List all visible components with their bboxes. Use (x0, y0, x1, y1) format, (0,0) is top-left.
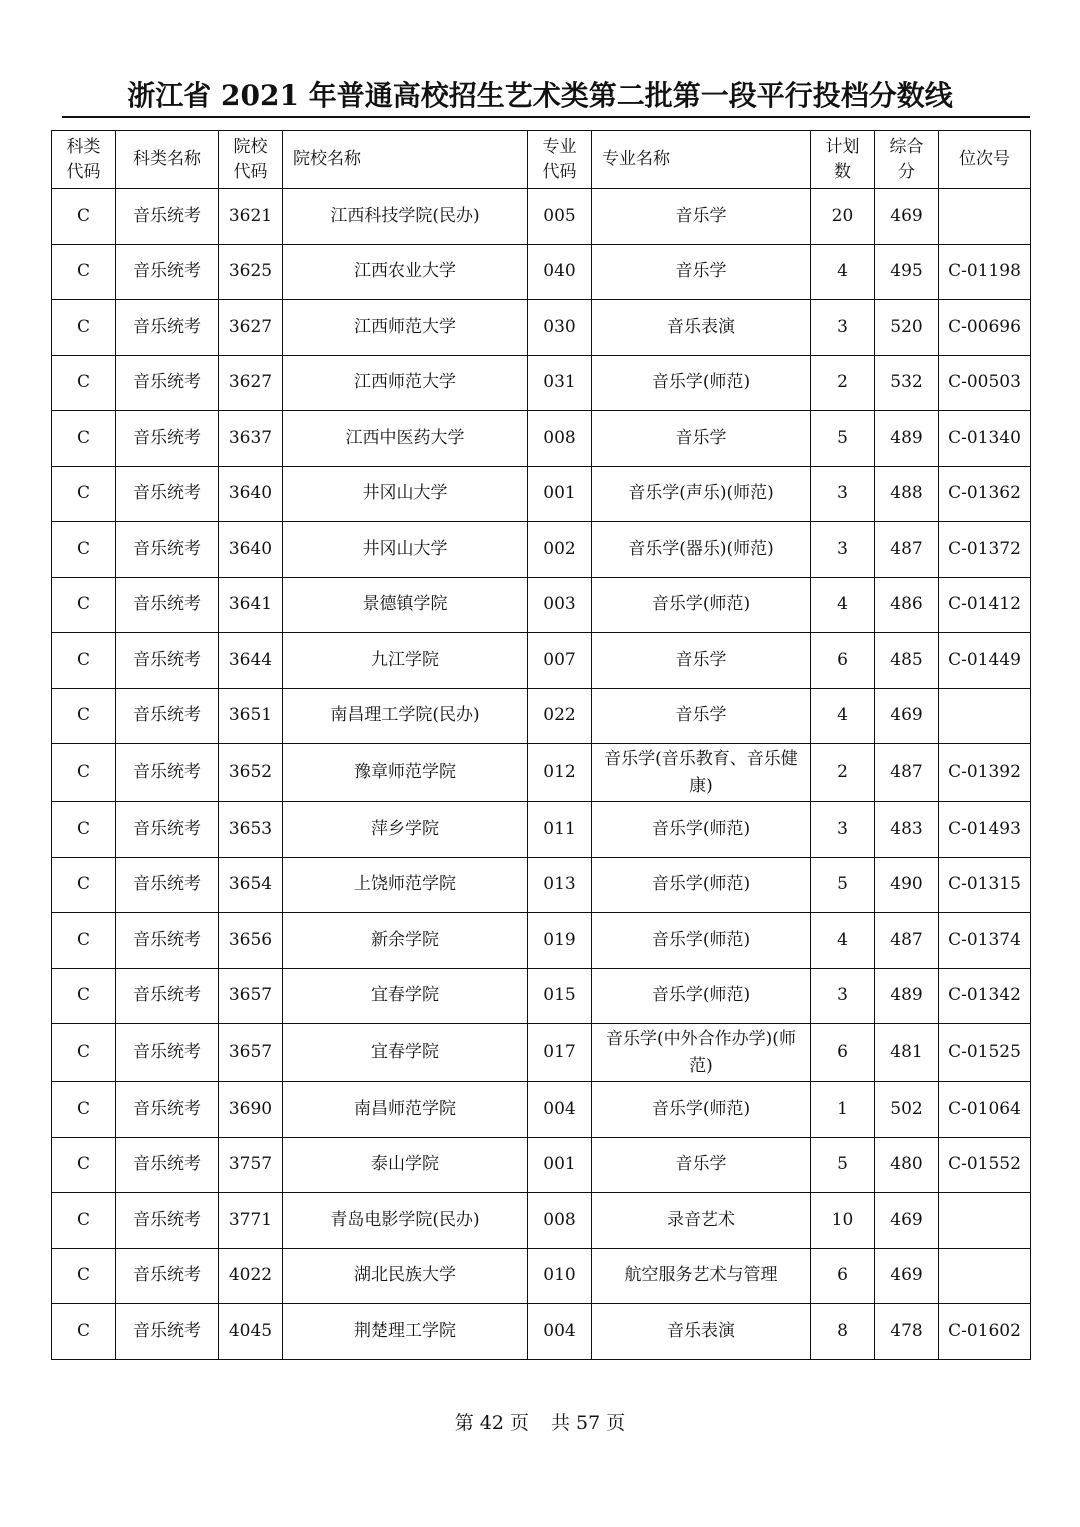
table-row (52, 633, 1031, 689)
school-name-cell: 新余学院 (283, 913, 528, 969)
category-code-cell: C (52, 466, 116, 522)
category-name-cell: 音乐统考 (116, 1193, 219, 1249)
major-name-cell: 音乐表演 (592, 300, 811, 356)
table-row (52, 189, 1031, 245)
category-code-cell: C (52, 300, 116, 356)
plan-count-cell: 2 (811, 744, 875, 802)
header-cell-text: 计划 数 (825, 136, 860, 182)
rank-number-cell: C-01372 (939, 522, 1031, 578)
school-name-cell: 江西师范大学 (283, 300, 528, 356)
rank-number-cell: C-01552 (939, 1137, 1031, 1193)
school-name-cell: 荆楚理工学院 (283, 1304, 528, 1360)
composite-score-cell: 469 (875, 189, 939, 245)
rank-number-cell: C-01412 (939, 577, 1031, 633)
school-code-cell: 3654 (219, 857, 283, 913)
school-code-cell: 3640 (219, 466, 283, 522)
major-name-cell: 音乐学(器乐)(师范) (592, 522, 811, 578)
table-row (52, 1304, 1031, 1360)
school-name-cell: 南昌师范学院 (283, 1082, 528, 1138)
school-name-cell: 宜春学院 (283, 968, 528, 1024)
header-cell-text: 综合 分 (889, 136, 924, 182)
table-row (52, 968, 1031, 1024)
school-name-cell: 泰山学院 (283, 1137, 528, 1193)
major-code-cell: 004 (528, 1082, 592, 1138)
table-row (52, 857, 1031, 913)
major-code-cell: 002 (528, 522, 592, 578)
category-code-cell: C (52, 633, 116, 689)
category-code-cell: C (52, 857, 116, 913)
school-name-cell: 萍乡学院 (283, 802, 528, 858)
header-category-code (52, 131, 116, 189)
major-name-cell: 音乐学(声乐)(师范) (592, 466, 811, 522)
school-name-cell: 宜春学院 (283, 1024, 528, 1082)
plan-count-cell: 4 (811, 244, 875, 300)
school-name-cell: 江西中医药大学 (283, 411, 528, 467)
category-name-cell: 音乐统考 (116, 411, 219, 467)
school-code-cell: 3651 (219, 688, 283, 744)
major-name-cell: 音乐学(师范) (592, 577, 811, 633)
table-row (52, 802, 1031, 858)
table-row (52, 522, 1031, 578)
major-name-cell: 音乐学(师范) (592, 355, 811, 411)
composite-score-cell: 487 (875, 744, 939, 802)
category-code-cell: C (52, 577, 116, 633)
category-name-cell: 音乐统考 (116, 744, 219, 802)
rank-number-cell: C-01342 (939, 968, 1031, 1024)
plan-count-cell: 3 (811, 968, 875, 1024)
plan-count-cell: 5 (811, 411, 875, 467)
category-name-cell: 音乐统考 (116, 968, 219, 1024)
school-code-cell: 3656 (219, 913, 283, 969)
major-code-cell: 004 (528, 1304, 592, 1360)
school-name-cell: 井冈山大学 (283, 466, 528, 522)
table-row (52, 1137, 1031, 1193)
school-name-cell: 青岛电影学院(民办) (283, 1193, 528, 1249)
school-code-cell: 3637 (219, 411, 283, 467)
header-cell-text: 科类 代码 (66, 136, 101, 182)
category-code-cell: C (52, 1082, 116, 1138)
composite-score-cell: 487 (875, 913, 939, 969)
school-code-cell: 3640 (219, 522, 283, 578)
table-row (52, 913, 1031, 969)
table-row (52, 1024, 1031, 1082)
rank-number-cell: C-01315 (939, 857, 1031, 913)
major-code-cell: 005 (528, 189, 592, 245)
page-total: 共 57 页 (551, 1412, 626, 1434)
category-name-cell: 音乐统考 (116, 1137, 219, 1193)
title-underline (62, 116, 1030, 118)
major-name-cell: 航空服务艺术与管理 (592, 1248, 811, 1304)
category-name-cell: 音乐统考 (116, 577, 219, 633)
major-code-cell: 015 (528, 968, 592, 1024)
table-row (52, 688, 1031, 744)
rank-number-cell: C-01340 (939, 411, 1031, 467)
composite-score-cell: 483 (875, 802, 939, 858)
major-code-cell: 001 (528, 466, 592, 522)
category-name-cell: 音乐统考 (116, 1304, 219, 1360)
school-code-cell: 3657 (219, 968, 283, 1024)
table-row (52, 355, 1031, 411)
table-row (52, 577, 1031, 633)
school-code-cell: 3771 (219, 1193, 283, 1249)
major-name-cell: 音乐学(中外合作办学)(师范) (592, 1024, 811, 1082)
category-name-cell: 音乐统考 (116, 1248, 219, 1304)
category-name-cell: 音乐统考 (116, 244, 219, 300)
rank-number-cell: C-01602 (939, 1304, 1031, 1360)
plan-count-cell: 5 (811, 1137, 875, 1193)
category-name-cell: 音乐统考 (116, 802, 219, 858)
rank-number-cell: C-01374 (939, 913, 1031, 969)
major-name-cell: 音乐学(师范) (592, 968, 811, 1024)
school-code-cell: 3644 (219, 633, 283, 689)
category-code-cell: C (52, 244, 116, 300)
plan-count-cell: 6 (811, 1248, 875, 1304)
school-name-cell: 江西农业大学 (283, 244, 528, 300)
school-code-cell: 3627 (219, 355, 283, 411)
plan-count-cell: 3 (811, 522, 875, 578)
header-cell-text: 院校 代码 (233, 136, 268, 182)
table-row (52, 1248, 1031, 1304)
table-row (52, 1082, 1031, 1138)
major-name-cell: 音乐学(音乐教育、音乐健康) (592, 744, 811, 802)
composite-score-cell: 532 (875, 355, 939, 411)
plan-count-cell: 1 (811, 1082, 875, 1138)
header-major-name (592, 131, 811, 189)
category-code-cell: C (52, 688, 116, 744)
plan-count-cell: 5 (811, 857, 875, 913)
major-code-cell: 030 (528, 300, 592, 356)
category-name-cell: 音乐统考 (116, 913, 219, 969)
rank-number-cell (939, 189, 1031, 245)
header-category-name (116, 131, 219, 189)
school-code-cell: 3652 (219, 744, 283, 802)
major-code-cell: 008 (528, 1193, 592, 1249)
school-name-cell: 上饶师范学院 (283, 857, 528, 913)
major-name-cell: 音乐学 (592, 633, 811, 689)
school-code-cell: 3621 (219, 189, 283, 245)
category-name-cell: 音乐统考 (116, 688, 219, 744)
composite-score-cell: 469 (875, 1248, 939, 1304)
table-row (52, 744, 1031, 802)
major-code-cell: 011 (528, 802, 592, 858)
category-code-cell: C (52, 1304, 116, 1360)
header-cell-text: 专业名称 (602, 149, 670, 169)
rank-number-cell: C-01493 (939, 802, 1031, 858)
school-code-cell: 3653 (219, 802, 283, 858)
rank-number-cell: C-01392 (939, 744, 1031, 802)
table-row (52, 411, 1031, 467)
major-code-cell: 017 (528, 1024, 592, 1082)
school-code-cell: 3757 (219, 1137, 283, 1193)
plan-count-cell: 3 (811, 466, 875, 522)
document-title: 浙江省 2021 年普通高校招生艺术类第二批第一段平行投档分数线 (127, 79, 953, 112)
plan-count-cell: 6 (811, 1024, 875, 1082)
school-code-cell: 3657 (219, 1024, 283, 1082)
major-code-cell: 019 (528, 913, 592, 969)
plan-count-cell: 3 (811, 300, 875, 356)
major-name-cell: 音乐学(师范) (592, 802, 811, 858)
table-header-row (52, 131, 1031, 189)
composite-score-cell: 481 (875, 1024, 939, 1082)
category-code-cell: C (52, 968, 116, 1024)
category-name-cell: 音乐统考 (116, 300, 219, 356)
table-row (52, 1193, 1031, 1249)
category-name-cell: 音乐统考 (116, 189, 219, 245)
plan-count-cell: 4 (811, 577, 875, 633)
admission-score-table (51, 130, 1031, 1360)
school-code-cell: 3627 (219, 300, 283, 356)
major-name-cell: 音乐学(师范) (592, 1082, 811, 1138)
major-code-cell: 013 (528, 857, 592, 913)
page-footer (0, 1408, 1080, 1438)
rank-number-cell: C-01449 (939, 633, 1031, 689)
header-rank-number (939, 131, 1031, 189)
school-name-cell: 豫章师范学院 (283, 744, 528, 802)
header-school-name (283, 131, 528, 189)
category-name-cell: 音乐统考 (116, 522, 219, 578)
header-cell-text: 位次号 (959, 149, 1010, 169)
major-name-cell: 音乐学 (592, 244, 811, 300)
major-name-cell: 音乐表演 (592, 1304, 811, 1360)
school-name-cell: 江西科技学院(民办) (283, 189, 528, 245)
school-code-cell: 3690 (219, 1082, 283, 1138)
table-row (52, 244, 1031, 300)
school-name-cell: 江西师范大学 (283, 355, 528, 411)
category-name-cell: 音乐统考 (116, 633, 219, 689)
header-plan-count (811, 131, 875, 189)
composite-score-cell: 480 (875, 1137, 939, 1193)
composite-score-cell: 486 (875, 577, 939, 633)
composite-score-cell: 520 (875, 300, 939, 356)
school-code-cell: 4045 (219, 1304, 283, 1360)
category-name-cell: 音乐统考 (116, 1024, 219, 1082)
category-code-cell: C (52, 744, 116, 802)
plan-count-cell: 8 (811, 1304, 875, 1360)
major-code-cell: 007 (528, 633, 592, 689)
composite-score-cell: 502 (875, 1082, 939, 1138)
category-code-cell: C (52, 411, 116, 467)
header-major-code (528, 131, 592, 189)
rank-number-cell: C-01064 (939, 1082, 1031, 1138)
major-code-cell: 008 (528, 411, 592, 467)
major-code-cell: 003 (528, 577, 592, 633)
rank-number-cell (939, 688, 1031, 744)
school-name-cell: 南昌理工学院(民办) (283, 688, 528, 744)
rank-number-cell: C-01525 (939, 1024, 1031, 1082)
category-code-cell: C (52, 1024, 116, 1082)
major-name-cell: 录音艺术 (592, 1193, 811, 1249)
composite-score-cell: 469 (875, 688, 939, 744)
composite-score-cell: 487 (875, 522, 939, 578)
major-name-cell: 音乐学 (592, 1137, 811, 1193)
school-name-cell: 景德镇学院 (283, 577, 528, 633)
rank-number-cell (939, 1248, 1031, 1304)
school-name-cell: 湖北民族大学 (283, 1248, 528, 1304)
major-code-cell: 040 (528, 244, 592, 300)
category-code-cell: C (52, 1137, 116, 1193)
category-code-cell: C (52, 522, 116, 578)
composite-score-cell: 469 (875, 1193, 939, 1249)
rank-number-cell: C-00503 (939, 355, 1031, 411)
rank-number-cell: C-01362 (939, 466, 1031, 522)
rank-number-cell (939, 1193, 1031, 1249)
school-code-cell: 3625 (219, 244, 283, 300)
header-cell-text: 专业 代码 (542, 136, 577, 182)
school-code-cell: 4022 (219, 1248, 283, 1304)
category-name-cell: 音乐统考 (116, 857, 219, 913)
category-code-cell: C (52, 189, 116, 245)
major-code-cell: 001 (528, 1137, 592, 1193)
rank-number-cell: C-00696 (939, 300, 1031, 356)
major-name-cell: 音乐学(师范) (592, 913, 811, 969)
category-name-cell: 音乐统考 (116, 1082, 219, 1138)
school-name-cell: 九江学院 (283, 633, 528, 689)
plan-count-cell: 4 (811, 913, 875, 969)
plan-count-cell: 6 (811, 633, 875, 689)
category-name-cell: 音乐统考 (116, 355, 219, 411)
composite-score-cell: 489 (875, 411, 939, 467)
composite-score-cell: 485 (875, 633, 939, 689)
category-name-cell: 音乐统考 (116, 466, 219, 522)
major-code-cell: 022 (528, 688, 592, 744)
category-code-cell: C (52, 1248, 116, 1304)
major-name-cell: 音乐学 (592, 189, 811, 245)
major-name-cell: 音乐学 (592, 688, 811, 744)
major-name-cell: 音乐学(师范) (592, 857, 811, 913)
composite-score-cell: 495 (875, 244, 939, 300)
header-cell-text: 院校名称 (293, 149, 361, 169)
header-cell-text: 科类名称 (133, 149, 201, 169)
composite-score-cell: 478 (875, 1304, 939, 1360)
category-code-cell: C (52, 802, 116, 858)
major-code-cell: 010 (528, 1248, 592, 1304)
plan-count-cell: 2 (811, 355, 875, 411)
category-code-cell: C (52, 1193, 116, 1249)
school-name-cell: 井冈山大学 (283, 522, 528, 578)
category-code-cell: C (52, 913, 116, 969)
plan-count-cell: 4 (811, 688, 875, 744)
plan-count-cell: 3 (811, 802, 875, 858)
plan-count-cell: 20 (811, 189, 875, 245)
composite-score-cell: 490 (875, 857, 939, 913)
table-row (52, 300, 1031, 356)
plan-count-cell: 10 (811, 1193, 875, 1249)
major-code-cell: 031 (528, 355, 592, 411)
composite-score-cell: 488 (875, 466, 939, 522)
school-code-cell: 3641 (219, 577, 283, 633)
major-name-cell: 音乐学 (592, 411, 811, 467)
table-body (52, 189, 1031, 1360)
header-composite-score (875, 131, 939, 189)
rank-number-cell: C-01198 (939, 244, 1031, 300)
table-row (52, 466, 1031, 522)
composite-score-cell: 489 (875, 968, 939, 1024)
header-school-code (219, 131, 283, 189)
page-number: 第 42 页 (454, 1412, 529, 1434)
category-code-cell: C (52, 355, 116, 411)
major-code-cell: 012 (528, 744, 592, 802)
